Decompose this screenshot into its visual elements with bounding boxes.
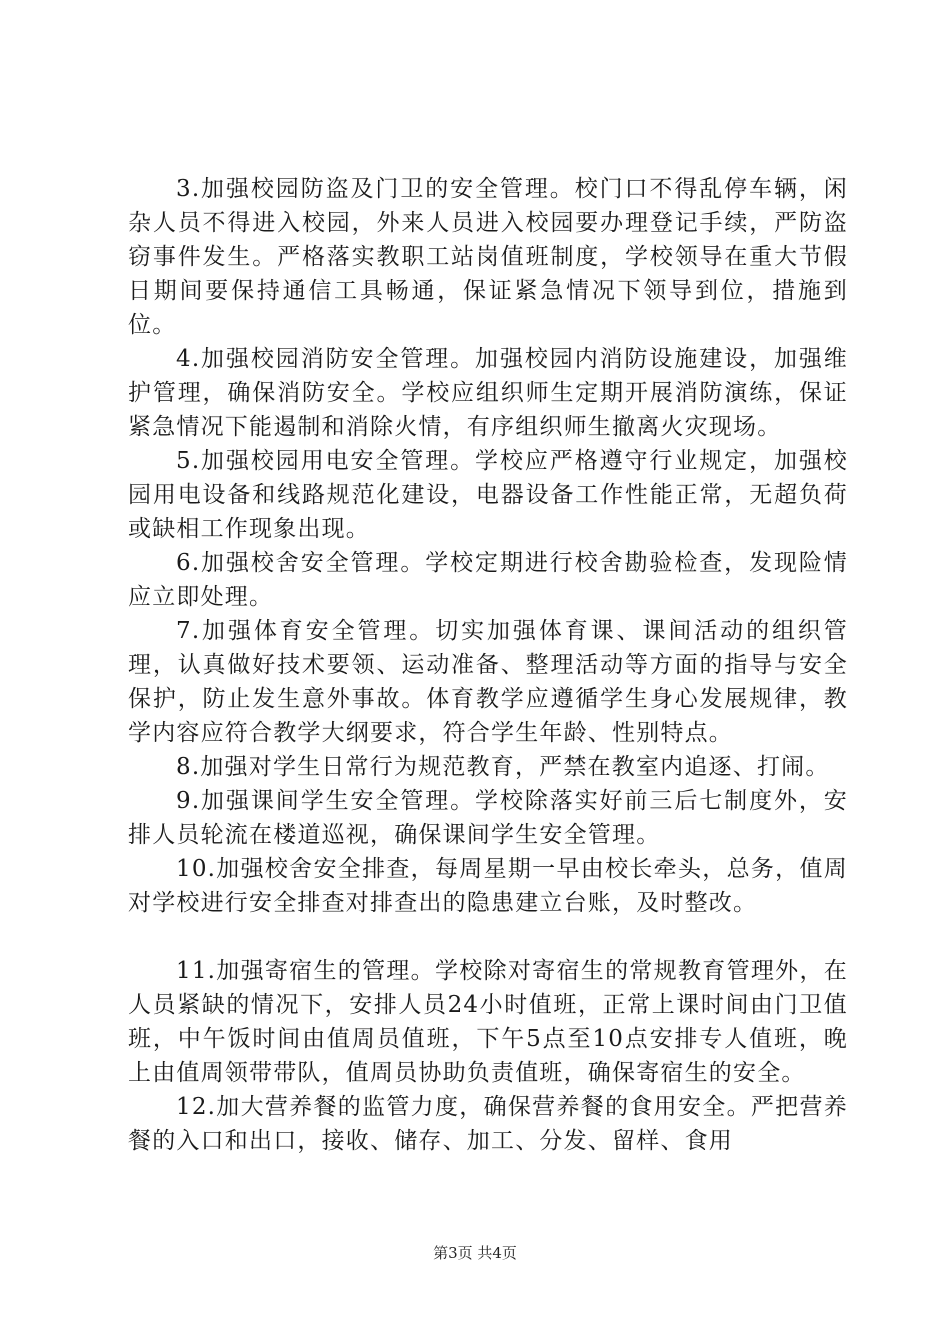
paragraph-item-4: 4.加强校园消防安全管理。加强校园内消防设施建设，加强维护管理，确保消防安全。学校应组织师生定期开展消防演练，保证紧急情况下能遏制和消除火情，有序组织师生撤离火灾现场。 [128,346,848,440]
paragraph-item-5: 5.加强校园用电安全管理。学校应严格遵守行业规定，加强校园用电设备和线路规范化建设，电器设备工作性能正常，无超负荷或缺相工作现象出现。 [128,448,848,542]
paragraph-item-12: 12.加大营养餐的监管力度，确保营养餐的食用安全。严把营养餐的入口和出口，接收、储存、加工、分发、留样、食用 [128,1094,848,1154]
paragraph-spacer [128,920,848,954]
paragraph-item-6: 6.加强校舍安全管理。学校定期进行校舍勘验检查，发现险情应立即处理。 [128,550,848,610]
paragraph-item-9: 9.加强课间学生安全管理。学校除落实好前三后七制度外，安排人员轮流在楼道巡视，确保课间学生安全管理。 [128,788,848,848]
page-number-footer: 第3页 共4页 [433,1244,517,1262]
paragraph-item-8: 8.加强对学生日常行为规范教育，严禁在教室内追逐、打闹。 [176,754,830,780]
paragraph-item-11: 11.加强寄宿生的管理。学校除对寄宿生的常规教育管理外，在人员紧缺的情况下，安排人员24小时值班，正常上课时间由门卫值班，中午饭时间由值周员值班，下午5点至10点安排专人值班，晚上由值周领带带队，值周员协助负责值班，确保寄宿生的安全。 [128,958,848,1086]
paragraph-item-10: 10.加强校舍安全排查，每周星期一早由校长牵头，总务，值周对学校进行安全排查对排查出的隐患建立台账，及时整改。 [128,856,848,916]
paragraph-item-7: 7.加强体育安全管理。切实加强体育课、课间活动的组织管理，认真做好技术要领、运动准备、整理活动等方面的指导与安全保护，防止发生意外事故。体育教学应遵循学生身心发展规律，教学内容应符合教学大纲要求，符合学生年龄、性别特点。 [128,618,848,746]
document-body [128,172,848,1158]
paragraph-item-3: 3.加强校园防盗及门卫的安全管理。校门口不得乱停车辆，闲杂人员不得进入校园，外来人员进入校园要办理登记手续，严防盗窃事件发生。严格落实教职工站岗值班制度，学校领导在重大节假日期间要保持通信工具畅通，保证紧急情况下领导到位，措施到位。 [128,176,848,338]
